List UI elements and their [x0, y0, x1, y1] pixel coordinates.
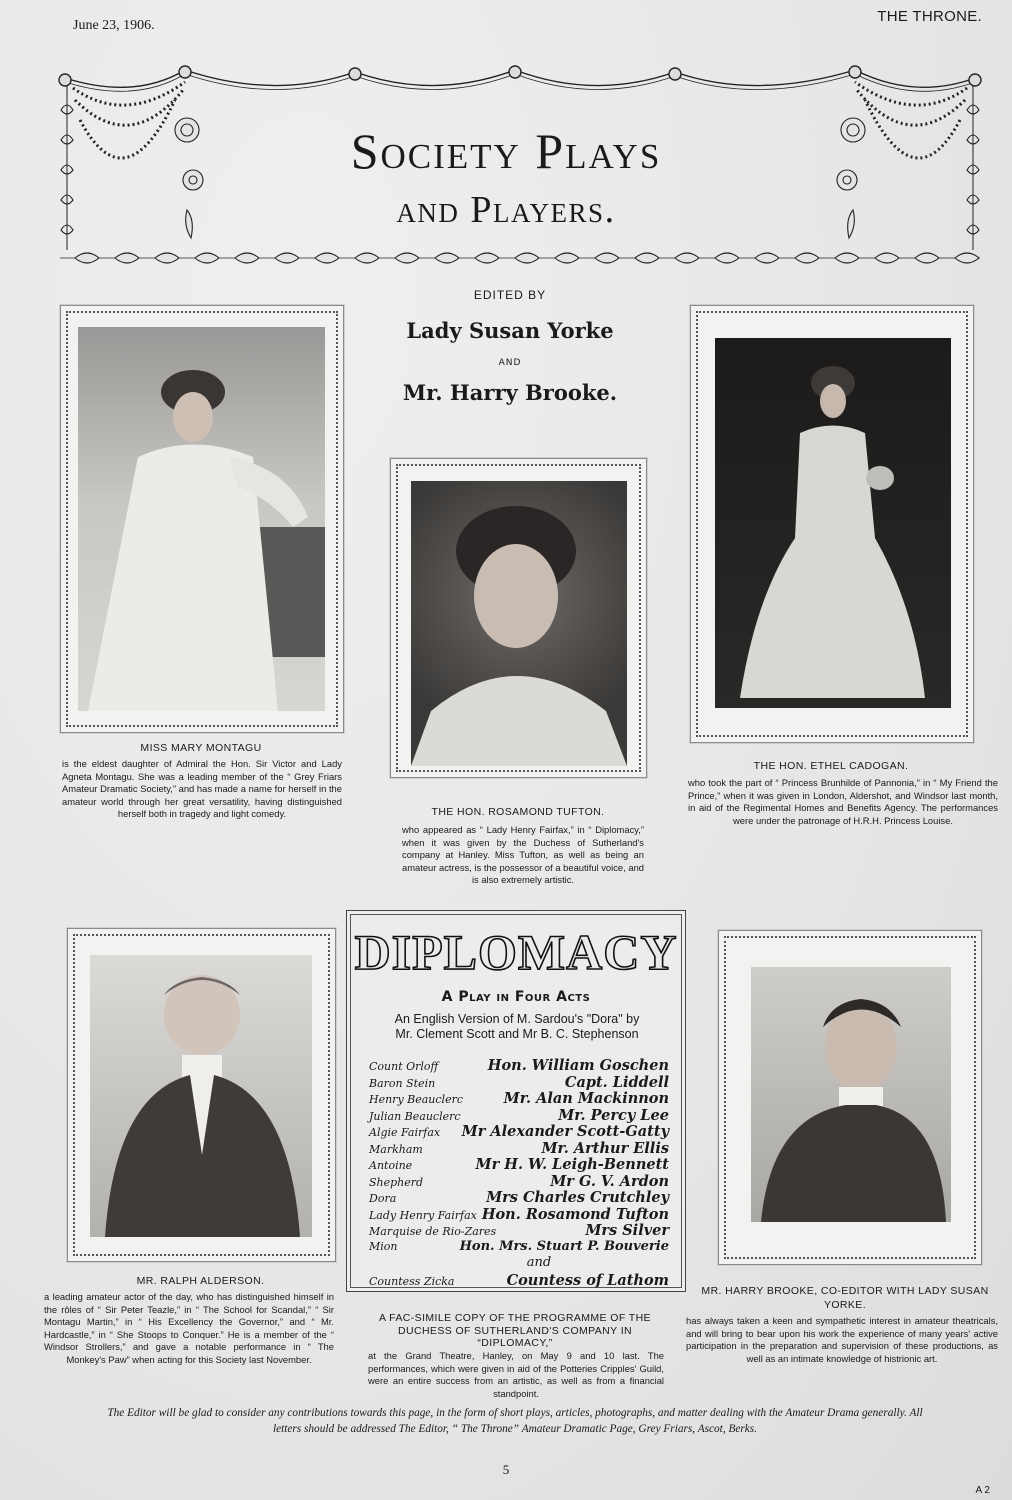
portrait-figure-icon	[90, 955, 312, 1237]
photo-mary-montagu	[78, 327, 325, 711]
cast-role: Algie Fairfax	[369, 1126, 441, 1139]
portrait-figure-icon	[411, 481, 627, 766]
portrait-figure-icon	[751, 967, 951, 1222]
cast-actor: Hon. Rosamond Tufton	[481, 1205, 669, 1223]
cast-role: Mion	[369, 1239, 398, 1253]
cast-role: Countess Zicka	[369, 1275, 455, 1288]
editor-note: The Editor will be glad to consider any contributions towards this page, in the form of short plays, articles, photographs, and matter dealing with the Amateur Drama generally. All letters should be addressed The Editor, “ The Throne” Amateur Dramatic Page, Grey Friars, Ascot, Berks.	[107, 1407, 923, 1435]
cast-row	[369, 1156, 669, 1173]
cast-role: Baron Stein	[369, 1076, 436, 1090]
programme-version-line-2: Mr. Clement Scott and Mr B. C. Stephenson	[395, 1027, 639, 1041]
portrait-name: MR. RALPH ALDERSON.	[136, 1275, 265, 1287]
cast-role: Dora	[369, 1192, 397, 1205]
cast-actor: Hon. Mrs. Stuart P. Bouverie	[459, 1238, 669, 1254]
photo-rosamond-tufton	[411, 481, 627, 766]
cast-actor: Hon. William Goschen	[487, 1057, 669, 1074]
cast-actor: Mr H. W. Leigh-Bennett	[475, 1156, 669, 1173]
cast-role: Markham	[369, 1142, 423, 1156]
portrait-name: MISS MARY MONTAGU	[140, 742, 262, 754]
cast-row	[369, 1189, 669, 1206]
edited-by-label: EDITED BY	[473, 288, 547, 302]
cast-actor: Mrs Charles Crutchley	[486, 1189, 669, 1206]
portrait-name: MR. HARRY BROOKE, CO-EDITOR WITH LADY SUSAN YORKE.	[701, 1285, 989, 1311]
portrait-frame-mary-montagu	[60, 305, 344, 733]
cast-actor: Countess of Lathom	[506, 1272, 669, 1289]
photo-ethel-cadogan	[715, 338, 951, 708]
photo-harry-brooke	[751, 967, 951, 1222]
editors-and-label: AND	[498, 358, 522, 368]
cast-row	[369, 1206, 669, 1223]
cast-row	[369, 1173, 669, 1190]
programme-version-line-1: An English Version of M. Sardou's "Dora" by	[394, 1012, 640, 1026]
issue-date: June 23, 1906.	[73, 18, 155, 33]
cast-row	[369, 1107, 669, 1124]
editor-name-1: Lady Susan Yorke	[406, 318, 614, 343]
portrait-frame-harry-brooke	[718, 930, 982, 1265]
programme-caption-title: A FAC-SIMILE COPY OF THE PROGRAMME OF THE DUCHESS OF SUTHERLAND'S COMPANY IN “DIPLOMACY,”	[379, 1312, 651, 1349]
signature-mark: A 2	[975, 1485, 990, 1496]
cast-actor: Mr Alexander Scott-Gatty	[461, 1123, 669, 1140]
portrait-caption: who took the part of “ Princess Brunhilde of Pannonia,” in “ My Friend the Prince,” when it was given in London, Aldershot, and Windsor last month, in aid of the Regimental Homes and Benefits Agency. The performances were under the patronage of H.R.H. Princess Louise.	[688, 777, 998, 826]
cast-actor: Capt. Liddell	[564, 1073, 669, 1091]
cast-row	[369, 1123, 669, 1140]
cast-row	[369, 1239, 669, 1256]
portrait-figure-icon	[715, 338, 951, 708]
page-subtitle: and Players.	[396, 189, 616, 231]
cast-row	[369, 1140, 669, 1157]
cast-and: and	[526, 1255, 552, 1270]
photo-ralph-alderson	[90, 955, 312, 1237]
cast-role: Julian Beauclerc	[369, 1109, 461, 1123]
diplomacy-programme	[346, 910, 686, 1292]
cast-row	[369, 1272, 669, 1289]
portrait-name: THE HON. ROSAMOND TUFTON.	[431, 806, 605, 818]
cast-role: Henry Beauclerc	[369, 1093, 463, 1106]
cast-list	[369, 1057, 669, 1289]
cast-role: Antoine	[369, 1159, 413, 1172]
cast-role: Count Orloff	[369, 1060, 439, 1073]
cast-row	[369, 1222, 669, 1239]
portrait-caption: who appeared as “ Lady Henry Fairfax,” in “ Diplomacy,” when it was given by the Duchess of Sutherland's company at Hanley. Miss Tufton, as well as being an amateur actress, is the possessor of a beautiful voice, and is also extremely artistic.	[402, 824, 644, 886]
programme-subtitle: A Play in Four Acts	[441, 989, 591, 1005]
cast-actor: Mrs Silver	[585, 1222, 669, 1239]
portrait-frame-rosamond-tufton	[390, 458, 647, 778]
cast-actor: Mr. Alan Mackinnon	[503, 1090, 669, 1107]
cast-actor: Mr G. V. Ardon	[550, 1172, 669, 1190]
programme-version	[367, 1012, 667, 1042]
cast-actor: Mr. Percy Lee	[558, 1106, 669, 1124]
cast-row	[369, 1074, 669, 1091]
portrait-name: THE HON. ETHEL CADOGAN.	[753, 760, 909, 772]
portrait-frame-ralph-alderson	[67, 928, 336, 1262]
portrait-caption: a leading amateur actor of the day, who has distinguished himself in the rôles of “ Sir Peter Teazle,” in “ The School for Scandal,” “ Sir Montagu Martin,” in “ His Excellency the Governor,” and “ Mr. Hardcastle,” in “ She Stoops to Conquer.” He is a member of the “ Windsor Strollers,” and gave a notable performance in “ The Monkey's Paw” when acting for this Society last November.	[44, 1291, 334, 1365]
portrait-caption: has always taken a keen and sympathetic interest in amateur theatricals, and will bring to bear upon his work the experience of many years' active participation in the preparation and supervision of these productions, as well as an intimate knowledge of histrionic art.	[686, 1315, 998, 1364]
page-number: 5	[502, 1462, 510, 1477]
portrait-frame-ethel-cadogan	[690, 305, 974, 743]
cast-actor: Mr. Arthur Ellis	[541, 1139, 669, 1157]
editor-name-2: Mr. Harry Brooke.	[402, 380, 618, 405]
publication-name: THE THRONE.	[877, 8, 982, 25]
programme-title: DIPLOMACY	[354, 924, 678, 980]
cast-role: Lady Henry Fairfax	[369, 1208, 477, 1222]
cast-row	[369, 1090, 669, 1107]
programme-caption: at the Grand Theatre, Hanley, on May 9 and 10 last. The performances, which were given in aid of the Potteries Cripples' Guild, were an entire success from an artistic, as well as from a financial standpoint.	[368, 1350, 664, 1399]
portrait-caption: is the eldest daughter of Admiral the Hon. Sir Victor and Lady Agneta Montagu. She was a leading member of the “ Grey Friars Amateur Dramatic Society,” and has made a name for herself in the amateur world through her great versatility, having distinguished herself both in tragedy and light comedy.	[62, 758, 342, 820]
cast-row	[369, 1057, 669, 1074]
cast-role: Shepherd	[369, 1175, 424, 1189]
cast-role: Marquise de Rio-Zares	[369, 1225, 497, 1238]
portrait-figure-icon	[78, 327, 325, 711]
page-title: Society Plays	[350, 123, 662, 179]
